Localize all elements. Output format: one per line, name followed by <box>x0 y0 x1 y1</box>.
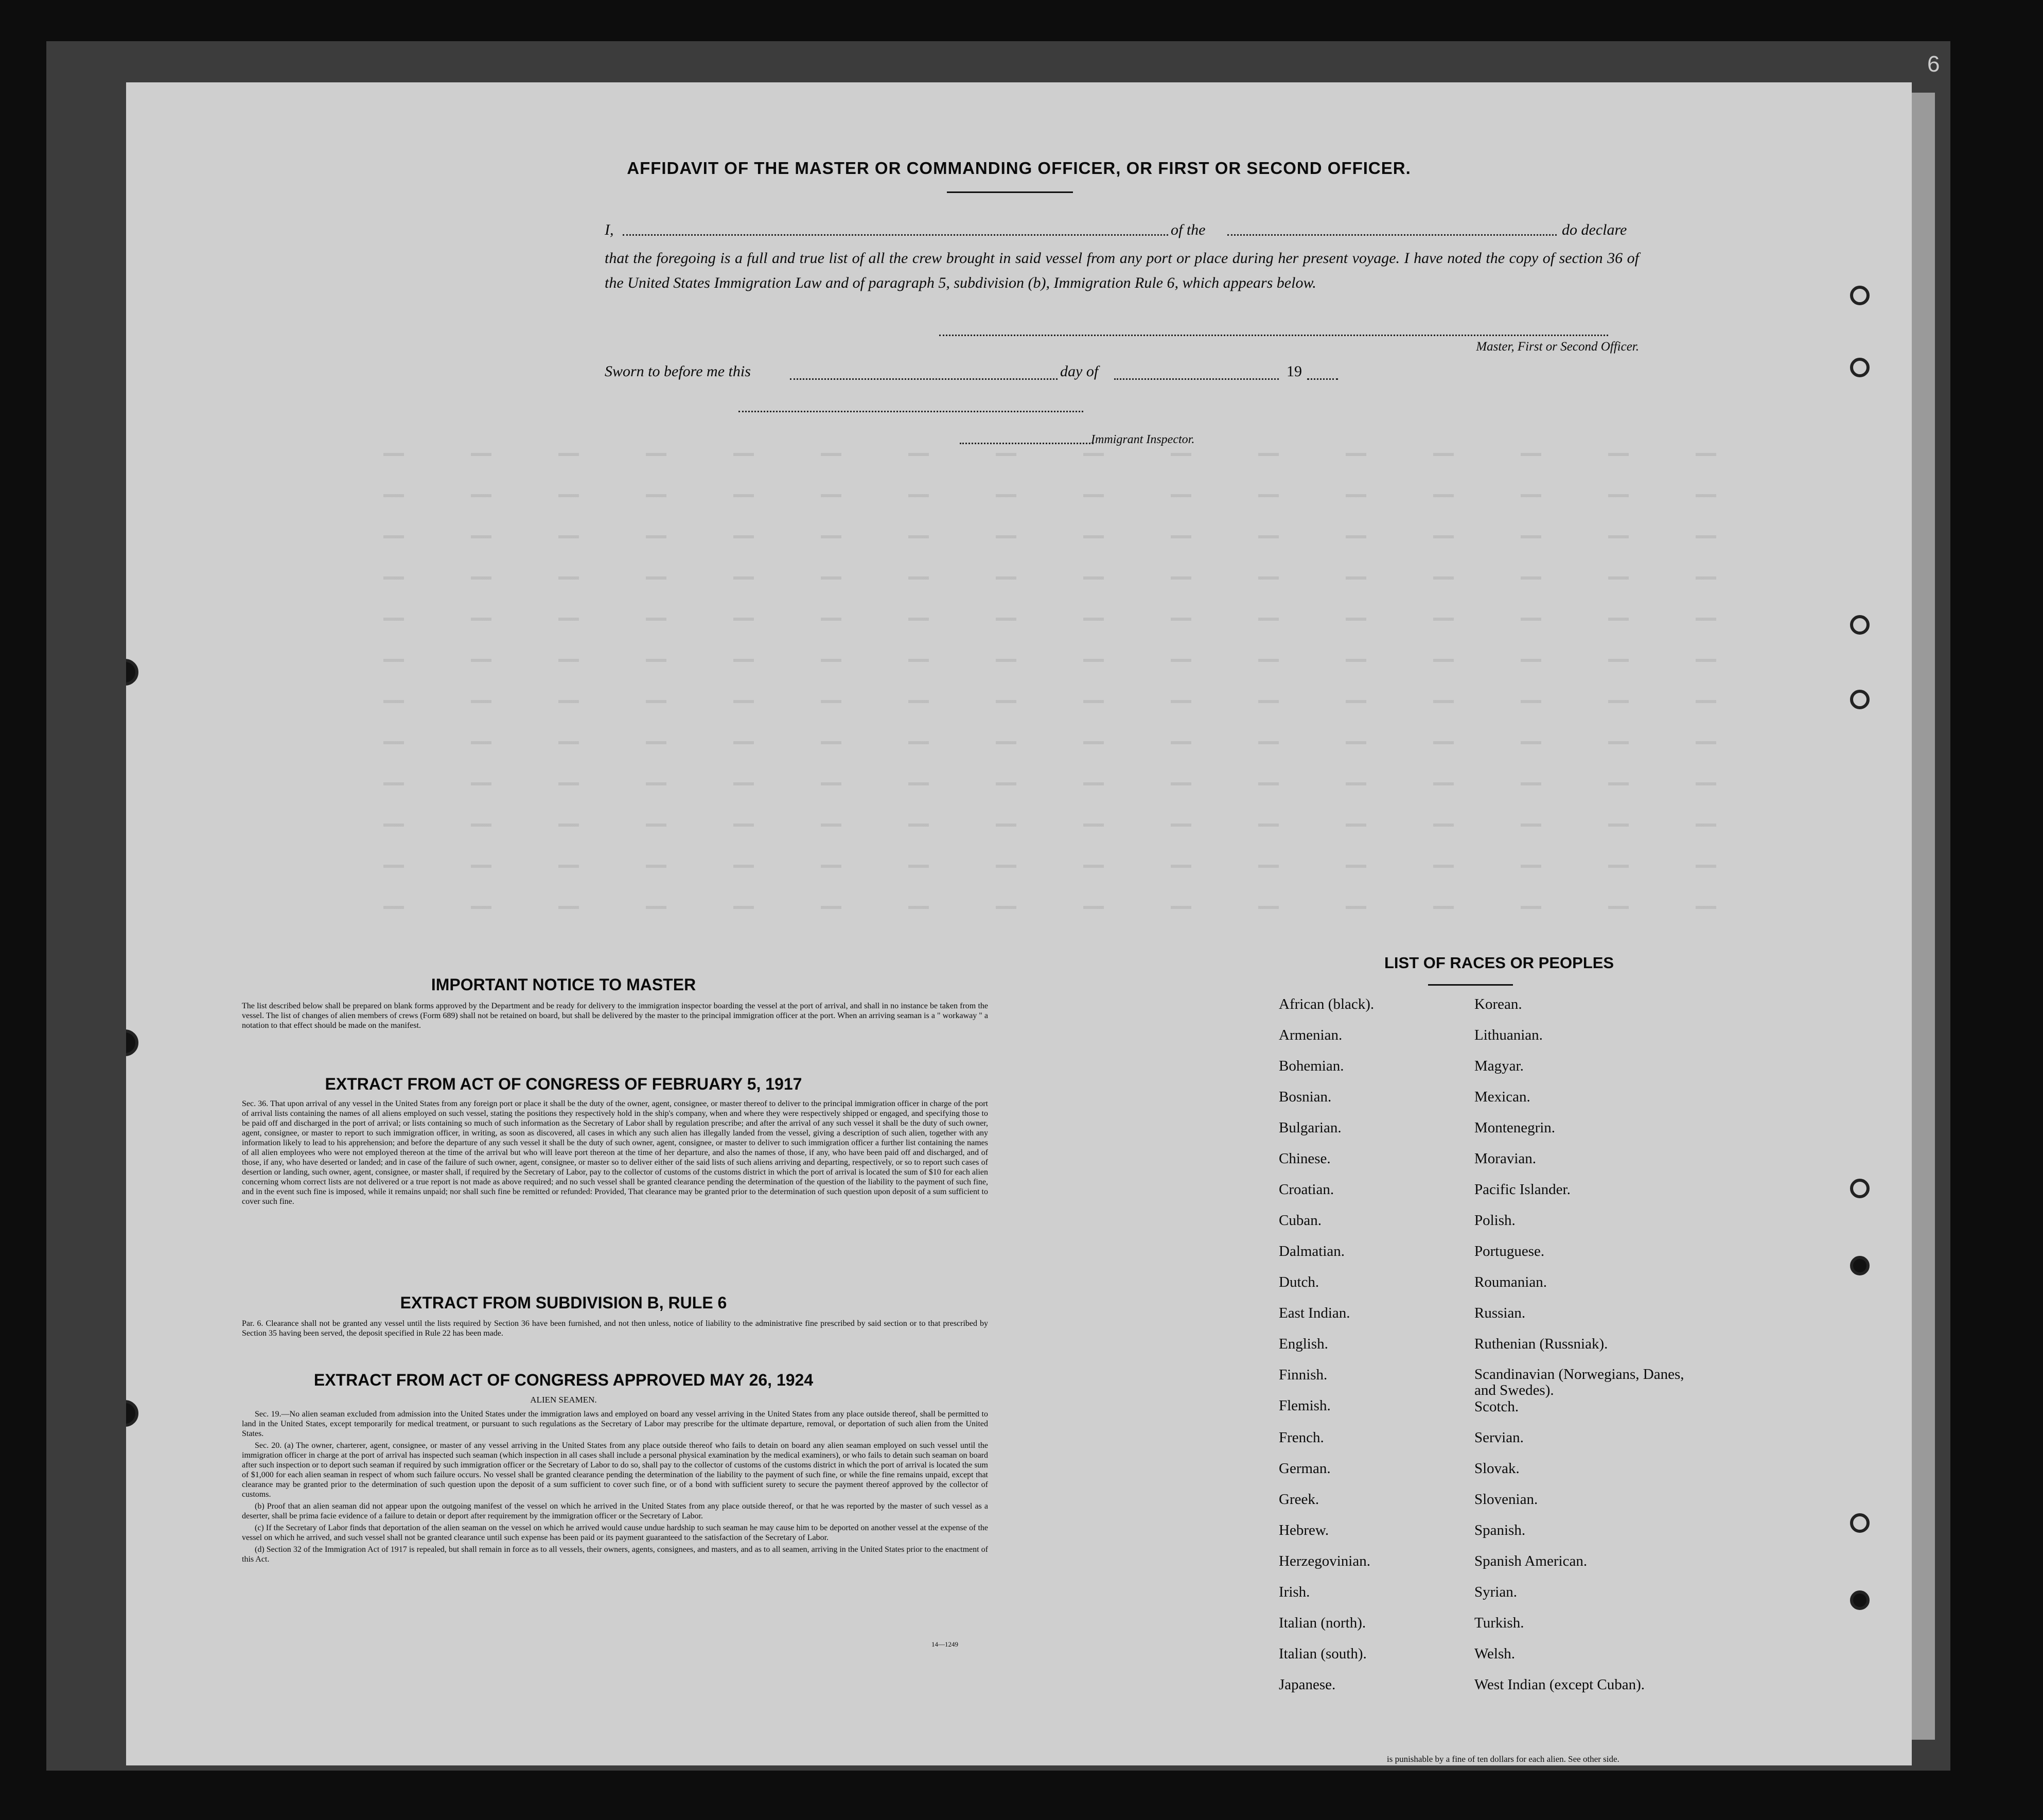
signature-blank[interactable] <box>939 335 1608 336</box>
bleed-through-row <box>383 865 1773 868</box>
race-right: Turkish. <box>1474 1615 1524 1631</box>
affidavit-paragraph: that the foregoing is a full and true list of all the crew brought in said vessel from any port or place during her present voyage. I have noted the copy of section 36 of the United States Immigration Law and of paragraph 5, subdivision (b), Immigration Rule 6, which appears below. <box>605 250 1639 291</box>
extract-rule6-title: EXTRACT FROM SUBDIVISION B, RULE 6 <box>400 1293 727 1312</box>
binder-hole <box>126 659 138 686</box>
race-left: Italian (north). <box>1279 1615 1366 1631</box>
section-20c: (c) If the Secretary of Labor finds that deportation of the alien seaman on the vessel on which he arrived would cause undue hardship to such seaman he may cause him to be deported on another vessel at the expense of the vessel on which he arrived, and such vessel shall not be granted clearance until such expense has been paid or its payment guaranteed to the satisfaction of the Secretary of Labor. <box>242 1524 988 1542</box>
inspector-label: Immigrant Inspector. <box>1091 433 1195 446</box>
extract-1917-title: EXTRACT FROM ACT OF CONGRESS OF FEBRUARY 5, 1917 <box>325 1075 802 1093</box>
race-right: Roumanian. <box>1474 1274 1547 1290</box>
section-19: Sec. 19.—No alien seaman excluded from admission into the United States under the immigration laws and employed on board any vessel arriving in the United States from any place outside thereof, shall be permitted to land in the United States, except temporarily for medical treatment, or pursuant to such regulations as the Secretary of Labor may prescribe for the ultimate departure, removal, or deportation of such alien from the United States. <box>242 1410 988 1438</box>
race-left: Bohemian. <box>1279 1058 1344 1074</box>
races-underline <box>1428 984 1513 986</box>
sworn-text: Sworn to before me this <box>605 363 751 380</box>
sworn-month-blank[interactable] <box>1114 378 1279 380</box>
race-left: Finnish. <box>1279 1367 1328 1383</box>
margin-mark-top: 6 <box>1927 51 1940 77</box>
bleed-through-row <box>383 824 1773 827</box>
section-20d: (d) Section 32 of the Immigration Act of 1917 is repealed, but shall remain in force as to all vessels, their owners, agents, consignees, and masters, and as to all seamen, arriving in the United States prior to the enactment of this Act. <box>242 1545 988 1564</box>
race-left: French. <box>1279 1429 1324 1446</box>
race-right: Slovak. <box>1474 1460 1520 1477</box>
affidavit-of-the: of the <box>1171 221 1206 238</box>
race-right: Syrian. <box>1474 1584 1517 1600</box>
race-left: Greek. <box>1279 1491 1319 1508</box>
race-right: Lithuanian. <box>1474 1027 1543 1043</box>
sworn-year-prefix: 19 <box>1287 363 1302 380</box>
race-right: Welsh. <box>1474 1646 1516 1662</box>
race-left: Japanese. <box>1279 1676 1336 1693</box>
binder-hole <box>126 1029 138 1056</box>
race-left: Flemish. <box>1279 1397 1331 1414</box>
race-right: Spanish. <box>1474 1522 1526 1538</box>
race-right: Scotch. <box>1474 1398 1519 1415</box>
race-left: Dalmatian. <box>1279 1243 1345 1259</box>
vessel-blank[interactable] <box>1227 234 1557 236</box>
title-underline <box>947 191 1073 193</box>
bleed-through-row <box>383 700 1773 703</box>
sworn-day-of: day of <box>1060 363 1099 380</box>
extract-1924-subtitle: ALIEN SEAMEN. <box>530 1395 597 1405</box>
race-right: Magyar. <box>1474 1058 1524 1074</box>
sworn-date-blank[interactable] <box>790 378 1058 380</box>
race-right: Montenegrin. <box>1474 1119 1556 1136</box>
race-right: Portuguese. <box>1474 1243 1545 1259</box>
extract-1917-body: Sec. 36. That upon arrival of any vessel in the United States from any foreign port or place it shall be the duty of the owner, agent, consignee, or master thereof to deliver to the principal immigration officer in charge of the port of arrival lists containing the names of all aliens employed on such vessel, stating the positions they respectively hold in the ship's company, when and where they were respectively shipped or engaged, and specifying those to be paid off and discharged in the port of arrival; or lists containing so much of such information as the Secretary of Labor shall by regulation prescribe; and after the arrival of any such vessel it shall be the duty of such owner, agent, consignee, or master to report to such immigration officer, in writing, as soon as discovered, all cases in which any such alien has illegally landed from the vessel, giving a description of such alien, together with any information likely to lead to his apprehension; and before the departure of any such vessel it shall be the duty of such owner, agent, consignee, or master to deliver to such immigration officer a further list containing the names of all alien employees who were not employed thereon at the time of the arrival but who will leave port thereon at the time of her departure, and also the names of those, if any, who have been paid off and discharged, and of those, if any, who have deserted or landed; and in case of the failure of such owner, agent, consignee, or master so to deliver either of the said lists of such aliens arriving and departing, respectively, or so to report such cases of desertion or landing, such owner, agent, consignee, or master shall, if required by the Secretary of Labor, pay to the collector of customs of the customs district in which the port of arrival is located the sum of $10 for each alien concerning whom correct lists are not delivered or a true report is not made as above required; and no such vessel shall be granted clearance pending the determination of the question of the liability to the payment of such fine, and in the event such fine is imposed, while it remains unpaid; nor shall such fine be remitted or refunded: Provided, That clearance may be granted prior to the determination of such question upon deposit of a sum sufficient to cover such fine. <box>242 1099 988 1206</box>
extract-1924-title: EXTRACT FROM ACT OF CONGRESS APPROVED MAY 26, 1924 <box>313 1371 814 1389</box>
bleed-through-row <box>383 659 1773 662</box>
punch-hole <box>1850 615 1870 635</box>
race-right: Spanish American. <box>1474 1553 1588 1569</box>
race-left: Croatian. <box>1279 1181 1334 1198</box>
race-left: Armenian. <box>1279 1027 1343 1043</box>
race-right: Scandinavian (Norwegians, Danes, and Swedes). <box>1474 1366 1684 1398</box>
race-left: Herzegovinian. <box>1279 1553 1370 1569</box>
race-right: Servian. <box>1474 1429 1524 1446</box>
bleed-through-row <box>383 618 1773 621</box>
punch-hole <box>1850 1256 1870 1275</box>
extract-rule6-body: Par. 6. Clearance shall not be granted any vessel until the lists required by Section 36 have been furnished, and not then unless, notice of liability to the administrative fine prescribed by said section or to that prescribed by Section 35 having been served, the deposit specified in Rule 22 has been made. <box>242 1319 988 1338</box>
race-left: Irish. <box>1279 1584 1310 1600</box>
punch-hole <box>1850 1590 1870 1610</box>
bleed-through-row <box>383 576 1773 580</box>
race-left: Hebrew. <box>1279 1522 1329 1538</box>
name-blank[interactable] <box>623 234 1168 236</box>
section-20b: (b) Proof that an alien seaman did not appear upon the outgoing manifest of the vessel on which he arrived in the United States from any place outside thereof, or that he was reported by the master of such vessel as a deserter, shall be prima facie evidence of a failure to detain or deport after requirement by the immigration officer or the Secretary of Labor. <box>242 1502 988 1520</box>
races-title: LIST OF RACES OR PEOPLES <box>1384 954 1614 972</box>
footer-penalty-note: is punishable by a fine of ten dollars for each alien. See other side. <box>1387 1754 1619 1764</box>
punch-hole <box>1850 286 1870 305</box>
race-left: East Indian. <box>1279 1305 1350 1321</box>
race-left: Bulgarian. <box>1279 1119 1342 1136</box>
race-right: West Indian (except Cuban). <box>1474 1676 1645 1693</box>
race-right: Korean. <box>1474 996 1522 1012</box>
section-20a: Sec. 20. (a) The owner, charterer, agent, consignee, or master of any vessel arriving in the United States from any place outside thereof who fails to detain on board any alien seaman employed on such vessel until the immigration officer in charge at the port of arrival has inspected such seaman (which inspection in all cases shall include a personal physical examination by the medical examiners), or who fails to detain such seaman on board after such inspection or to deport such seaman if required by such immigration officer or the Secretary of Labor to do so, shall pay to the collector of customs of the customs district in which the port of arrival is located the sum of $1,000 for each alien seaman in respect of whom such failure occurs. No vessel shall be granted clearance pending the determination of the liability to the payment of such fine, or while the fine remains unpaid, except that clearance may be granted prior to the determination of such question upon the deposit of a sum sufficient to cover such fine, or of a bond with sufficient surety to secure the payment thereof approved by the collector of customs. <box>242 1441 988 1499</box>
form-number: 14—1249 <box>931 1640 958 1648</box>
underlying-page-edge <box>1912 93 1935 1740</box>
bleed-through-row <box>383 906 1773 909</box>
race-left: Dutch. <box>1279 1274 1319 1290</box>
bleed-through-row <box>383 741 1773 744</box>
notice-title: IMPORTANT NOTICE TO MASTER <box>431 975 696 994</box>
bleed-through-row <box>383 782 1773 785</box>
race-right: Ruthenian (Russniak). <box>1474 1336 1608 1352</box>
signature-label: Master, First or Second Officer. <box>1476 340 1639 354</box>
affidavit-i: I, <box>605 221 614 238</box>
race-right: Polish. <box>1474 1212 1516 1229</box>
bleed-through-row <box>383 494 1773 497</box>
sworn-year-blank[interactable] <box>1307 378 1338 380</box>
extract-1924-body <box>242 1409 988 1564</box>
inspector-sign-dots <box>960 443 1094 444</box>
race-right: Mexican. <box>1474 1089 1530 1105</box>
affidavit-do-declare: do declare <box>1562 221 1627 238</box>
race-left: Cuban. <box>1279 1212 1322 1229</box>
race-right: Slovenian. <box>1474 1491 1538 1508</box>
notice-body: The list described below shall be prepared on blank forms approved by the Department and be ready for delivery to the immigration inspector boarding the vessel at the port of arrival, and shall in no instance be taken from the vessel. The list of changes of alien members of crews (Form 689) shall not be retained on board, but shall be delivered by the master to the principal immigration officer at the port. When an arriving seaman is a " workaway " a notation to that effect should be made on the manifest. <box>242 1002 988 1030</box>
affidavit-title: AFFIDAVIT OF THE MASTER OR COMMANDING OFFICER, OR FIRST OR SECOND OFFICER. <box>627 159 1411 178</box>
document-page <box>126 82 1912 1765</box>
race-left: Italian (south). <box>1279 1646 1367 1662</box>
punch-hole <box>1850 1513 1870 1533</box>
race-left: English. <box>1279 1336 1328 1352</box>
punch-hole <box>1850 690 1870 709</box>
race-right: Pacific Islander. <box>1474 1181 1571 1198</box>
punch-hole <box>1850 1179 1870 1198</box>
inspector-blank[interactable] <box>738 411 1083 412</box>
race-right: Russian. <box>1474 1305 1526 1321</box>
race-left: German. <box>1279 1460 1331 1477</box>
race-left: Chinese. <box>1279 1150 1331 1167</box>
race-left: Bosnian. <box>1279 1089 1332 1105</box>
race-right: Moravian. <box>1474 1150 1536 1167</box>
race-left: African (black). <box>1279 996 1375 1012</box>
bleed-through-row <box>383 453 1773 456</box>
bleed-through-row <box>383 535 1773 538</box>
punch-hole <box>1850 358 1870 377</box>
